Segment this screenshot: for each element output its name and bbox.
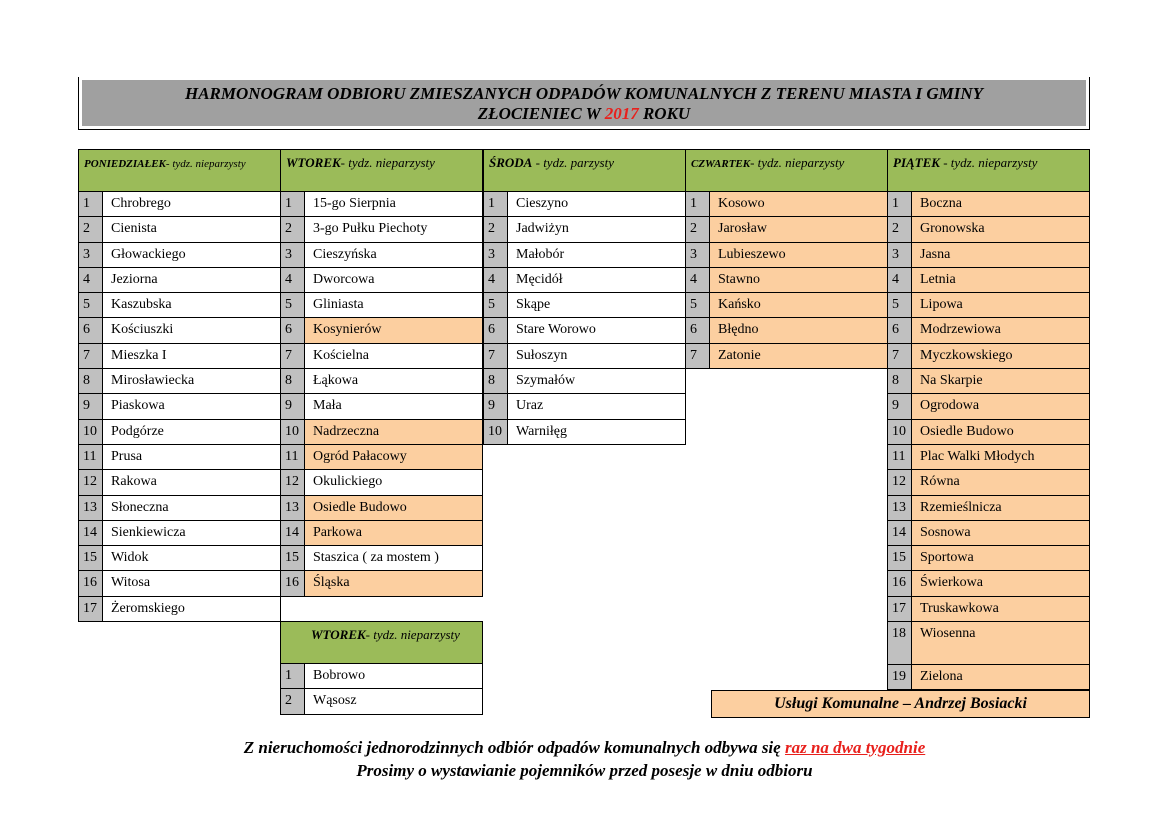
street-name: Mieszka I [103,344,280,368]
street-name: Stawno [710,268,887,292]
street-name: Osiedle Budowo [912,420,1089,444]
list-item [78,318,281,343]
list-item [887,470,1090,495]
row-number: 9 [281,394,305,418]
row-number: 16 [79,571,103,595]
row-number: 9 [79,394,103,418]
street-name: Cienista [103,217,280,241]
list-item [685,192,888,217]
tuesday-rows [280,192,483,597]
street-name: Sportowa [912,546,1089,570]
street-name: Zielona [912,665,1089,689]
list-item [887,622,1090,665]
schedule-thursday [685,149,888,369]
title-line-2 [82,104,1086,124]
list-item [685,217,888,242]
schedule-tuesday-villages [280,621,483,715]
street-name: Stare Worowo [508,318,685,342]
row-number: 6 [79,318,103,342]
row-number: 13 [281,496,305,520]
row-number: 9 [888,394,912,418]
wednesday-rows [483,192,686,445]
schedule-tuesday [280,149,483,597]
list-item [483,192,686,217]
list-item [887,394,1090,419]
list-item [483,217,686,242]
wednesday-header [483,149,686,192]
row-number: 12 [281,470,305,494]
row-number: 7 [888,344,912,368]
tuesday-villages-day: WTOREK [311,627,366,642]
list-item [280,496,483,521]
street-name: Cieszyno [508,192,685,216]
title-line-2-text: ZŁOCIENIEC W [477,104,605,123]
row-number: 14 [281,521,305,545]
list-item [78,470,281,495]
street-name: Kościelna [305,344,482,368]
list-item [280,689,483,714]
signature-box: Usługi Komunalne – Andrzej Bosiacki [711,690,1090,718]
row-number: 7 [79,344,103,368]
list-item [280,293,483,318]
row-number: 11 [888,445,912,469]
list-item [78,243,281,268]
street-name: Okulickiego [305,470,482,494]
street-name: Chrobrego [103,192,280,216]
row-number: 13 [888,496,912,520]
row-number: 15 [888,546,912,570]
list-item [685,293,888,318]
list-item [78,217,281,242]
street-name: Sienkiewicza [103,521,280,545]
row-number: 10 [484,420,508,444]
street-name: Kańsko [710,293,887,317]
row-number: 11 [281,445,305,469]
list-item [483,369,686,394]
street-name: Kosowo [710,192,887,216]
street-name: Rakowa [103,470,280,494]
street-name: Ogród Pałacowy [305,445,482,469]
street-name: Świerkowa [912,571,1089,595]
row-number: 3 [281,243,305,267]
street-name: Łąkowa [305,369,482,393]
list-item [887,445,1090,470]
list-item [280,243,483,268]
list-item [887,571,1090,596]
footer-line-2: Prosimy o wystawianie pojemników przed posesje w dniu odbioru [356,761,813,780]
street-name: Parkowa [305,521,482,545]
list-item [78,445,281,470]
street-name: Na Skarpie [912,369,1089,393]
street-name: Jadwiżyn [508,217,685,241]
street-name: Widok [103,546,280,570]
list-item [78,293,281,318]
row-number: 15 [281,546,305,570]
title-year: 2017 [604,104,639,123]
row-number: 7 [281,344,305,368]
monday-week: - tydz. nieparzysty [165,158,246,170]
list-item [887,546,1090,571]
monday-day: PONIEDZIAŁEK [84,158,166,170]
street-name: Zatonie [710,344,887,368]
friday-rows [887,192,1090,690]
tuesday-week: - tydz. nieparzysty [340,155,435,170]
footer-line-1 [0,738,1169,758]
row-number: 14 [888,521,912,545]
row-number: 1 [686,192,710,216]
list-item [78,571,281,596]
schedule-wednesday [483,149,686,445]
row-number: 5 [281,293,305,317]
row-number: 7 [484,344,508,368]
row-number: 2 [281,217,305,241]
street-name: Cieszyńska [305,243,482,267]
monday-header [78,149,281,192]
list-item [78,192,281,217]
row-number: 3 [79,243,103,267]
row-number: 8 [888,369,912,393]
street-name: Uraz [508,394,685,418]
list-item [280,192,483,217]
row-number: 4 [888,268,912,292]
row-number: 5 [888,293,912,317]
tuesday-villages-rows [280,664,483,715]
list-item [887,268,1090,293]
list-item [887,243,1090,268]
row-number: 8 [281,369,305,393]
list-item [887,665,1090,690]
list-item [685,318,888,343]
list-item [685,344,888,369]
street-name: Ogrodowa [912,394,1089,418]
street-name: Żeromskiego [103,597,280,621]
list-item [887,597,1090,622]
list-item [78,394,281,419]
list-item [887,192,1090,217]
list-item [280,344,483,369]
street-name: Gronowska [912,217,1089,241]
street-name: Mała [305,394,482,418]
street-name: Lubieszewo [710,243,887,267]
page-title [82,80,1086,126]
list-item [78,496,281,521]
street-name: Truskawkowa [912,597,1089,621]
list-item [483,268,686,293]
list-item [887,420,1090,445]
street-name: Mirosławiecka [103,369,280,393]
street-name: Małobór [508,243,685,267]
row-number: 1 [281,192,305,216]
street-name: Równa [912,470,1089,494]
row-number: 11 [79,445,103,469]
list-item [483,293,686,318]
friday-header [887,149,1090,192]
row-number: 1 [888,192,912,216]
list-item [887,521,1090,546]
row-number: 8 [79,369,103,393]
row-number: 1 [281,664,305,688]
monday-rows [78,192,281,622]
street-name: Jarosław [710,217,887,241]
list-item [280,521,483,546]
street-name: Bobrowo [305,664,482,688]
list-item [280,420,483,445]
tuesday-villages-week: - tydz. nieparzysty [365,627,460,642]
list-item [887,344,1090,369]
street-name: Skąpe [508,293,685,317]
list-item [483,420,686,445]
street-name: Kosynierów [305,318,482,342]
street-name: Wiosenna [912,622,1089,664]
row-number: 15 [79,546,103,570]
street-name: Boczna [912,192,1089,216]
row-number: 2 [79,217,103,241]
list-item [280,268,483,293]
thursday-header [685,149,888,192]
row-number: 10 [281,420,305,444]
list-item [483,394,686,419]
list-item [685,268,888,293]
row-number: 6 [888,318,912,342]
list-item [887,496,1090,521]
row-number: 12 [79,470,103,494]
street-name: Staszica ( za mostem ) [305,546,482,570]
street-name: Gliniasta [305,293,482,317]
list-item [280,546,483,571]
schedule-friday [887,149,1090,690]
list-item [280,571,483,596]
list-item [280,445,483,470]
street-name: Jasna [912,243,1089,267]
street-name: Sułoszyn [508,344,685,368]
street-name: Prusa [103,445,280,469]
street-name: 15-go Sierpnia [305,192,482,216]
title-line-1: HARMONOGRAM ODBIORU ZMIESZANYCH ODPADÓW KOMUNALNYCH Z TERENU MIASTA I GMINY [184,84,984,103]
row-number: 8 [484,369,508,393]
list-item [78,597,281,622]
row-number: 9 [484,394,508,418]
street-name: Słoneczna [103,496,280,520]
row-number: 16 [281,571,305,595]
street-name: Błędno [710,318,887,342]
list-item [78,420,281,445]
footer-frequency: raz na dwa tygodnie [784,738,926,757]
street-name: Głowackiego [103,243,280,267]
row-number: 3 [686,243,710,267]
list-item [887,369,1090,394]
tuesday-header [280,149,483,192]
thursday-day: CZWARTEK [691,158,751,170]
street-name: Nadrzeczna [305,420,482,444]
street-name: Letnia [912,268,1089,292]
row-number: 12 [888,470,912,494]
list-item [280,369,483,394]
friday-day: PIĄTEK [893,155,940,170]
wednesday-day: ŚRODA [489,155,533,170]
row-number: 5 [79,293,103,317]
thursday-rows [685,192,888,369]
street-name: Wąsosz [305,689,482,713]
street-name: Podgórze [103,420,280,444]
schedule-monday [78,149,281,622]
list-item [78,521,281,546]
street-name: Kościuszki [103,318,280,342]
list-item [887,217,1090,242]
street-name: 3-go Pułku Piechoty [305,217,482,241]
street-name: Piaskowa [103,394,280,418]
row-number: 17 [79,597,103,621]
list-item [78,268,281,293]
row-number: 18 [888,622,912,664]
street-name: Dworcowa [305,268,482,292]
list-item [78,546,281,571]
row-number: 5 [484,293,508,317]
list-item [78,369,281,394]
street-name: Witosa [103,571,280,595]
list-item [483,243,686,268]
row-number: 5 [686,293,710,317]
friday-week: - tydz. nieparzysty [939,155,1038,170]
row-number: 2 [888,217,912,241]
list-item [887,293,1090,318]
street-name: Warniłęg [508,420,685,444]
row-number: 6 [281,318,305,342]
list-item [280,470,483,495]
list-item [280,664,483,689]
street-name: Męcidół [508,268,685,292]
row-number: 16 [888,571,912,595]
wednesday-week: - tydz. parzysty [532,155,614,170]
street-name: Kaszubska [103,293,280,317]
row-number: 7 [686,344,710,368]
tuesday-villages-header [280,621,483,664]
row-number: 1 [79,192,103,216]
list-item [280,394,483,419]
list-item [483,344,686,369]
row-number: 2 [484,217,508,241]
street-name: Rzemieślnicza [912,496,1089,520]
row-number: 19 [888,665,912,689]
row-number: 4 [281,268,305,292]
street-name: Szymałów [508,369,685,393]
row-number: 6 [484,318,508,342]
row-number: 10 [888,420,912,444]
row-number: 4 [79,268,103,292]
thursday-week: - tydz. nieparzysty [750,155,845,170]
street-name: Śląska [305,571,482,595]
list-item [280,217,483,242]
street-name: Myczkowskiego [912,344,1089,368]
row-number: 2 [686,217,710,241]
list-item [78,344,281,369]
list-item [483,318,686,343]
row-number: 3 [888,243,912,267]
row-number: 3 [484,243,508,267]
row-number: 10 [79,420,103,444]
list-item [280,318,483,343]
street-name: Osiedle Budowo [305,496,482,520]
title-line-2-end: ROKU [638,104,691,123]
street-name: Plac Walki Młodych [912,445,1089,469]
list-item [887,318,1090,343]
row-number: 4 [686,268,710,292]
footer-line-1-text: Z nieruchomości jednorodzinnych odbiór odpadów komunalnych odbywa się [243,738,785,757]
row-number: 13 [79,496,103,520]
row-number: 2 [281,689,305,713]
row-number: 14 [79,521,103,545]
street-name: Lipowa [912,293,1089,317]
row-number: 4 [484,268,508,292]
row-number: 6 [686,318,710,342]
row-number: 1 [484,192,508,216]
street-name: Jeziorna [103,268,280,292]
street-name: Modrzewiowa [912,318,1089,342]
street-name: Sosnowa [912,521,1089,545]
row-number: 17 [888,597,912,621]
list-item [685,243,888,268]
tuesday-day: WTOREK [286,155,341,170]
